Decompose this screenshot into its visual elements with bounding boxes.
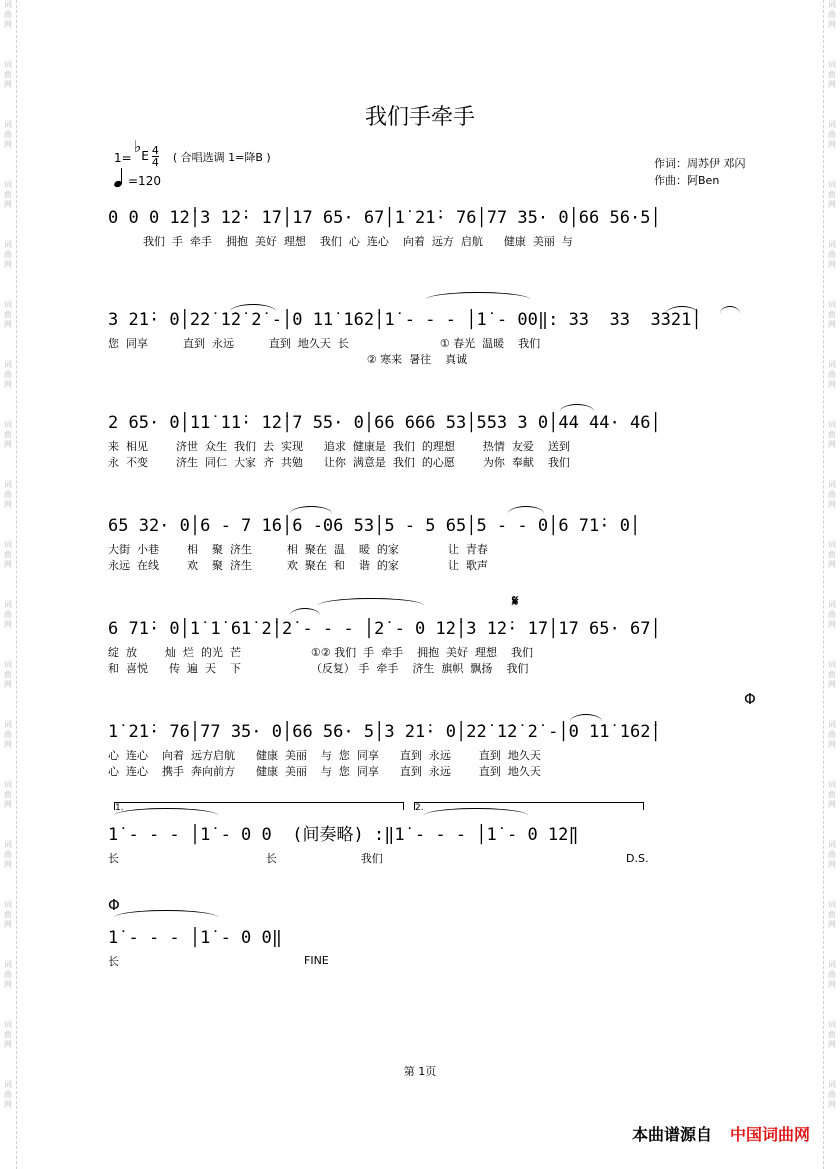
fine-marking: FINE	[304, 954, 329, 967]
watermark-char: 网	[4, 1040, 12, 1049]
notation-line: 1̇ - - - │1̇ - 0 0‖	[108, 928, 282, 948]
watermark-char: 曲	[4, 970, 12, 979]
watermark-group	[4, 480, 12, 510]
watermark-char: 网	[828, 680, 836, 689]
watermark-group	[4, 780, 12, 810]
lyric-line: ② 寒来 暑往 真诚	[108, 353, 468, 366]
watermark-char: 曲	[4, 610, 12, 619]
watermark-group	[828, 60, 836, 90]
watermark-group	[828, 300, 836, 330]
tie-slur	[720, 306, 740, 321]
watermark-char: 词	[4, 420, 12, 429]
watermark-char: 词	[828, 900, 836, 909]
lyric-line: 您 同享 直到 永远 直到 地久天 长 ① 春光 温暖 我们	[108, 337, 541, 350]
watermark-char: 曲	[828, 70, 836, 79]
watermark-char: 网	[4, 920, 12, 929]
watermark-char: 词	[4, 0, 12, 9]
watermark-group	[828, 780, 836, 810]
watermark-char: 词	[828, 360, 836, 369]
score-row-6	[108, 716, 752, 780]
watermark-group	[4, 0, 12, 30]
watermark-char: 词	[4, 1080, 12, 1089]
watermark-char: 词	[828, 1020, 836, 1029]
watermark-char: 词	[4, 480, 12, 489]
ds-marking: D.S.	[626, 852, 649, 865]
watermark-group	[828, 360, 836, 390]
watermark-group	[828, 240, 836, 270]
watermark-char: 词	[4, 180, 12, 189]
watermark-char: 词	[828, 120, 836, 129]
credits	[654, 155, 746, 189]
composer: 作曲：阿Ben	[654, 174, 720, 187]
watermark-char: 网	[4, 680, 12, 689]
notation-line: 1̇ 2̇1̇· 76│77 35· 0│66 56· 5│3 2̇1̇· 0│2̇2̇ 1̇2̇ 2̇ -│0 1̇1̇ 1̇62̇│	[108, 722, 661, 742]
watermark-char: 词	[828, 780, 836, 789]
watermark-char: 曲	[4, 670, 12, 679]
watermark-char: 曲	[828, 430, 836, 439]
score-row-4	[108, 510, 752, 574]
time-denominator: 4	[151, 156, 159, 169]
watermark-group	[828, 840, 836, 870]
watermark-char: 曲	[4, 250, 12, 259]
watermark-char: 曲	[828, 1030, 836, 1039]
tie-slur	[230, 304, 276, 319]
watermark-char: 网	[4, 560, 12, 569]
watermark-char: 曲	[828, 850, 836, 859]
watermark-char: 网	[4, 800, 12, 809]
watermark-char: 网	[4, 320, 12, 329]
watermark-char: 词	[4, 600, 12, 609]
lyric-line: 永远 在线 欢 聚 济生 欢 聚在 和 谐 的家 让 歌声	[108, 559, 488, 572]
watermark-group	[828, 1080, 836, 1110]
watermark-char: 曲	[4, 370, 12, 379]
watermark-char: 网	[828, 380, 836, 389]
watermark-char: 曲	[828, 10, 836, 19]
lyricist: 作词：周苏伊 邓闪	[654, 157, 746, 170]
key-prefix: 1=	[114, 151, 132, 165]
watermark-char: 曲	[4, 550, 12, 559]
watermark-char: 网	[4, 80, 12, 89]
tie-slur	[114, 910, 218, 925]
watermark-group	[828, 600, 836, 630]
score-row-3	[108, 407, 752, 471]
watermark-char: 网	[4, 500, 12, 509]
watermark-char: 网	[4, 440, 12, 449]
watermark-group	[4, 840, 12, 870]
watermark-char: 曲	[4, 10, 12, 19]
watermark-group	[4, 240, 12, 270]
watermark-char: 网	[828, 980, 836, 989]
watermark-char: 网	[4, 980, 12, 989]
time-numerator: 4	[151, 144, 159, 157]
tie-slur	[666, 306, 698, 321]
watermark-char: 词	[828, 180, 836, 189]
watermark-char: 曲	[4, 790, 12, 799]
watermark-char: 网	[4, 740, 12, 749]
tie-slur	[318, 598, 424, 613]
watermark-char: 词	[828, 300, 836, 309]
coda-icon: Φ	[108, 896, 120, 914]
watermark-group	[828, 900, 836, 930]
watermark-char: 网	[828, 200, 836, 209]
watermark-char: 网	[4, 140, 12, 149]
lyric-line: 和 喜悦 传 遍 天 下 （反复） 手 牵手 济生 旗帜 飘扬 我们	[108, 662, 529, 675]
watermark-group	[4, 960, 12, 990]
watermark-char: 网	[4, 200, 12, 209]
score-row-1	[108, 202, 752, 250]
watermark-char: 词	[828, 0, 836, 9]
watermark-char: 网	[828, 800, 836, 809]
watermark-char: 词	[4, 300, 12, 309]
watermark-group	[828, 1020, 836, 1050]
watermark-char: 词	[4, 240, 12, 249]
watermark-char: 曲	[828, 310, 836, 319]
watermark-group	[4, 900, 12, 930]
watermark-group	[4, 180, 12, 210]
watermark-char: 网	[4, 20, 12, 29]
watermark-group	[4, 1080, 12, 1110]
watermark-char: 曲	[828, 490, 836, 499]
watermark-char: 曲	[828, 550, 836, 559]
watermark-char: 曲	[828, 250, 836, 259]
watermark-group	[4, 1020, 12, 1050]
watermark-group	[4, 540, 12, 570]
notation-line: 3 2̇1̇· 0│2̇2̇ 1̇2̇ 2̇ -│0 1̇1̇ 1̇62̇│1̇ - - - │1̇ - 00‖: 33 33 3321│	[108, 310, 702, 330]
watermark-char: 曲	[828, 910, 836, 919]
segno-icon: 𝄋	[512, 592, 519, 610]
notation-line: 0 0 0 1̇2̇│3 1̇2̇· 1̇7│1̇7 65· 67│1̇ 2̇1̇· 76│77 35· 0│66 56·5│	[108, 208, 661, 228]
watermark-char: 网	[828, 140, 836, 149]
watermark-char: 词	[4, 960, 12, 969]
watermark-char: 曲	[4, 1030, 12, 1039]
tie-slur	[424, 808, 528, 823]
watermark-char: 词	[828, 720, 836, 729]
watermark-group	[4, 300, 12, 330]
watermark-char: 词	[828, 480, 836, 489]
watermark-char: 曲	[828, 970, 836, 979]
watermark-char: 网	[4, 260, 12, 269]
notation-line: 65 32· 0│6 - 7 1̇6│6 -06 53│5 - 5 65│5 - - 0│6 71̇· 0│	[108, 516, 641, 536]
flat-sign: ♭	[133, 137, 142, 156]
watermark-group	[4, 720, 12, 750]
score-row-2	[108, 304, 752, 368]
score-row-8	[108, 922, 752, 970]
watermark-group	[4, 600, 12, 630]
page-number: 第 1页	[403, 1065, 437, 1078]
watermark-char: 网	[828, 80, 836, 89]
watermark-char: 词	[828, 420, 836, 429]
watermark-char: 网	[828, 740, 836, 749]
coda-icon: Φ	[744, 690, 756, 708]
watermark-char: 曲	[4, 730, 12, 739]
lyric-line: 长	[108, 955, 119, 968]
notation-line: 1̇ - - - │1̇ - 0 0 (间奏略) :‖1̇ - - - │1̇ - 0 1̇2̇‖	[108, 825, 579, 845]
watermark-char: 曲	[828, 790, 836, 799]
watermark-char: 网	[4, 1100, 12, 1109]
watermark-char: 词	[4, 840, 12, 849]
watermark-char: 曲	[4, 850, 12, 859]
lyric-line: 永 不变 济生 同仁 大家 齐 共勉 让你 满意是 我们 的心愿 为你 奉献 我们	[108, 456, 570, 469]
watermark-group	[828, 180, 836, 210]
second-ending-label: 2.	[415, 803, 424, 813]
watermark-char: 词	[4, 780, 12, 789]
watermark-char: 词	[828, 60, 836, 69]
watermark-char: 曲	[4, 130, 12, 139]
notation-line: 2 65· 0│1̇1̇ 1̇1̇· 1̇2̇│7 55· 0│66 666 53│553 3 0│44 44· 46│	[108, 413, 661, 433]
watermark-char: 网	[4, 860, 12, 869]
lyric-line: 大街 小巷 相 聚 济生 相 聚在 温 暖 的家 让 青春	[108, 543, 488, 556]
source-credit	[632, 1122, 810, 1145]
watermark-char: 词	[828, 660, 836, 669]
watermark-char: 词	[828, 840, 836, 849]
watermark-char: 曲	[828, 730, 836, 739]
lyric-line: 心 连心 携手 奔向前方 健康 美丽 与 您 同享 直到 永远 直到 地久天	[108, 765, 541, 778]
lyric-line: 绽 放 灿 烂 的光 芒 ①② 我们 手 牵手 拥抱 美好 理想 我们	[108, 646, 534, 659]
watermark-group	[828, 420, 836, 450]
watermark-char: 词	[4, 720, 12, 729]
watermark-char: 网	[828, 1040, 836, 1049]
source-label: 本曲谱源自	[631, 1125, 712, 1144]
watermark-char: 词	[828, 600, 836, 609]
tempo-value: =120	[128, 174, 161, 188]
lyric-line: 我们 手 牵手 拥抱 美好 理想 我们 心 连心 向着 远方 启航 健康 美丽 与	[108, 235, 573, 248]
watermark-char: 网	[828, 860, 836, 869]
watermark-char: 网	[828, 620, 836, 629]
watermark-char: 网	[828, 1100, 836, 1109]
watermark-char: 词	[828, 1080, 836, 1089]
lyric-line: 心 连心 向着 远方启航 健康 美丽 与 您 同享 直到 永远 直到 地久天	[108, 749, 541, 762]
watermark-group	[828, 0, 836, 30]
watermark-char: 曲	[4, 310, 12, 319]
watermark-char: 词	[828, 540, 836, 549]
watermark-group	[4, 360, 12, 390]
tempo-marking	[114, 168, 161, 188]
tie-slur	[570, 714, 602, 729]
watermark-group	[828, 720, 836, 750]
watermark-char: 词	[4, 1020, 12, 1029]
watermark-char: 词	[4, 900, 12, 909]
watermark-group	[4, 60, 12, 90]
watermark-char: 词	[4, 60, 12, 69]
watermark-group	[828, 960, 836, 990]
watermark-char: 网	[4, 380, 12, 389]
tie-slur	[560, 404, 594, 419]
watermark-char: 曲	[4, 1090, 12, 1099]
watermark-char: 网	[4, 620, 12, 629]
lyric-line: 来 相见 济世 众生 我们 去 实现 追求 健康是 我们 的理想 热情 友爱 送到	[108, 440, 570, 453]
watermark-char: 词	[828, 240, 836, 249]
first-ending-label: 1.	[115, 803, 124, 813]
watermark-char: 网	[828, 320, 836, 329]
watermark-char: 曲	[828, 190, 836, 199]
key-letter: E	[141, 149, 149, 163]
key-signature	[114, 137, 271, 169]
watermark-char: 曲	[4, 190, 12, 199]
lyric-line: 长 长 我们	[108, 852, 383, 865]
tie-slur	[290, 506, 332, 521]
tie-slur	[508, 506, 544, 521]
watermark-group	[828, 480, 836, 510]
watermark-group	[4, 660, 12, 690]
watermark-char: 词	[828, 960, 836, 969]
score-row-7	[108, 819, 752, 867]
score-row-5	[108, 613, 752, 677]
watermark-char: 曲	[4, 430, 12, 439]
watermark-char: 曲	[828, 670, 836, 679]
song-title: 我们手牵手	[364, 105, 475, 130]
quarter-note-icon	[114, 168, 124, 188]
time-signature	[152, 145, 159, 168]
notation-line: 6 71̇· 0│1̇ 1̇ 6̇1̇ 2̇│2̇ - - - │2̇ - 0 1̇2̇│3 1̇2̇· 1̇7│1̇7 65· 67│	[108, 619, 661, 639]
watermark-char: 词	[4, 540, 12, 549]
watermark-char: 网	[828, 560, 836, 569]
tie-slur	[426, 292, 530, 307]
watermark-char: 网	[828, 920, 836, 929]
watermark-char: 曲	[828, 370, 836, 379]
watermark-char: 网	[828, 440, 836, 449]
watermark-group	[4, 420, 12, 450]
watermark-char: 曲	[4, 70, 12, 79]
watermark-char: 曲	[4, 910, 12, 919]
watermark-char: 曲	[828, 610, 836, 619]
watermark-char: 词	[4, 120, 12, 129]
watermark-char: 词	[4, 360, 12, 369]
choir-key-note: ( 合唱选调 1=降B )	[172, 151, 271, 164]
watermark-group	[828, 660, 836, 690]
watermark-char: 曲	[828, 130, 836, 139]
right-watermark-strip	[823, 0, 840, 1169]
tie-slur	[290, 608, 320, 623]
watermark-group	[828, 540, 836, 570]
watermark-char: 网	[828, 260, 836, 269]
watermark-char: 曲	[4, 490, 12, 499]
watermark-char: 网	[828, 20, 836, 29]
source-site-link[interactable]: 中国词曲网	[729, 1125, 810, 1144]
left-watermark-strip	[0, 0, 17, 1169]
watermark-char: 词	[4, 660, 12, 669]
tie-slur	[114, 808, 218, 823]
watermark-char: 曲	[828, 1090, 836, 1099]
watermark-char: 网	[828, 500, 836, 509]
